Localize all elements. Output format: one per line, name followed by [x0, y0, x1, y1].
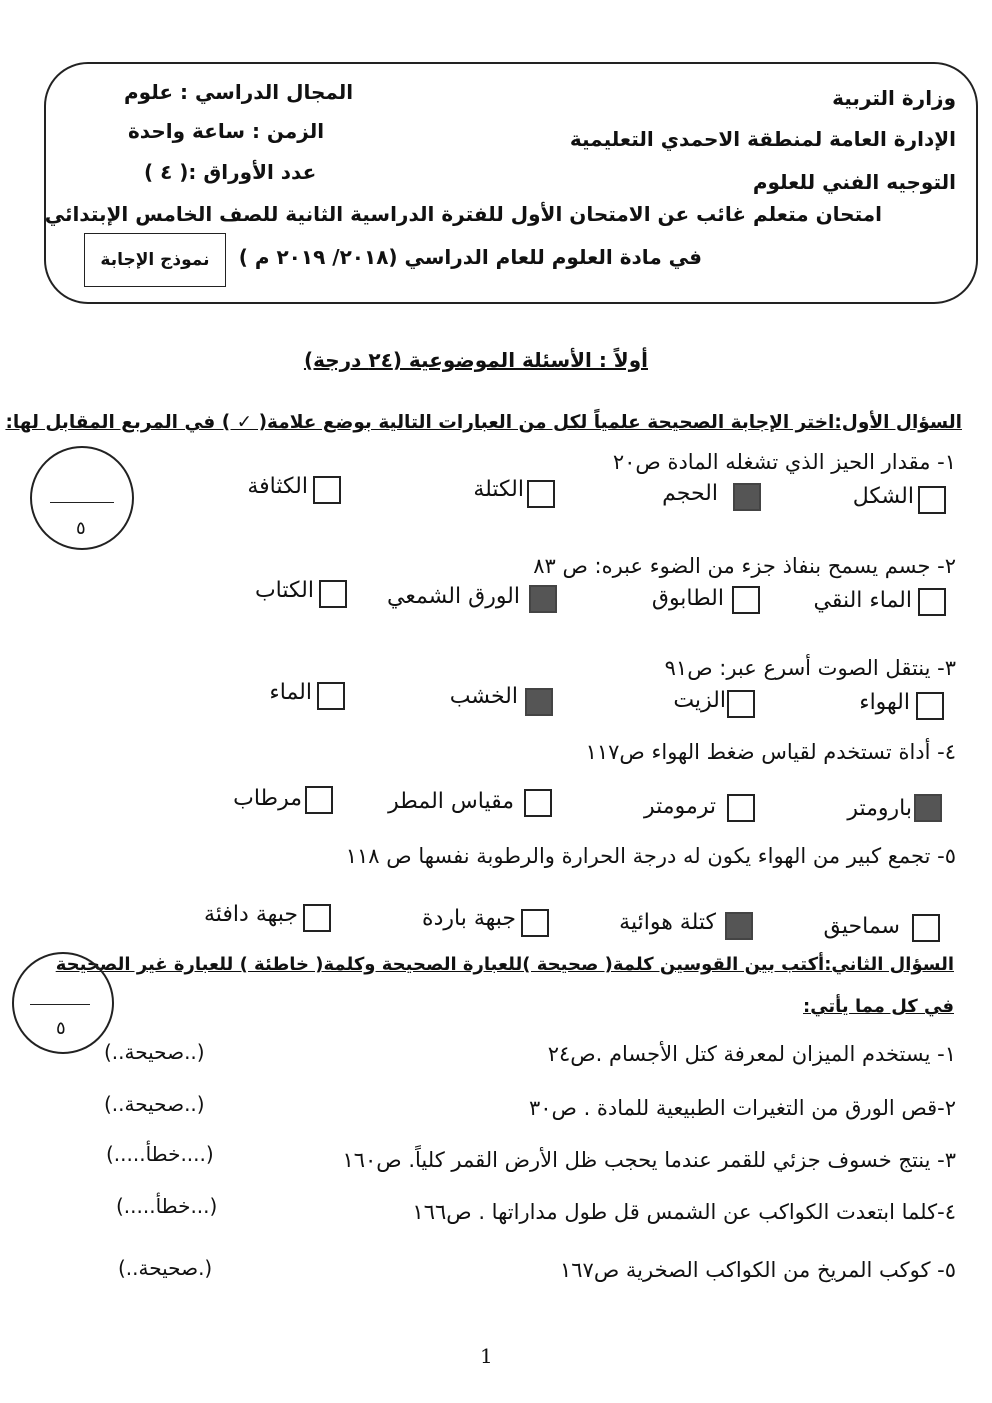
q1-item3-option1-label: الهواء: [859, 690, 910, 715]
question2-heading: السؤال الثاني:أكتب بين القوسين كلمة( صحيحة )للعبارة الصحيحة وكلمة( خاطئة ) للعبارة غير الصحيحة: [55, 954, 954, 975]
q1-item3-option2-label: الزيت: [673, 688, 726, 713]
question2-score: ٥: [56, 1018, 66, 1039]
q1-item3-option4-checkbox[interactable]: [317, 682, 345, 710]
q1-item2-text: ٢- جسم يسمح بنفاذ جزء من الضوء عبره: ص ٨٣: [533, 554, 956, 578]
section-title: أولاً : الأسئلة الموضوعية (٢٤ درجة): [303, 348, 648, 372]
q1-item1-option2-label: الحجم: [662, 481, 718, 506]
q2-item3-answer: (....خطأ.....): [106, 1142, 214, 1166]
pages-label: عدد الأوراق :( ٤ ): [144, 160, 317, 184]
q1-item5-option4-label: جبهة دافئة: [203, 902, 298, 927]
question1-heading: السؤال الأول:اختر الإجابة الصحيحة علمياً لكل من العبارات التالية بوضع علامة( ✓ ) في المربع المقابل لها:: [5, 412, 962, 433]
q1-item3-option2-checkbox[interactable]: [727, 690, 755, 718]
q1-item3-option4-label: الماء: [269, 680, 312, 705]
exam-title: امتحان متعلم غائب عن الامتحان الأول للفترة الدراسية الثانية للصف الخامس الإبتدائي: [44, 202, 882, 226]
q1-item5-option2-label: كتلة هوائية: [619, 910, 716, 935]
q1-item3-option3-label: الخشب: [449, 684, 518, 709]
q1-item2-option2-checkbox[interactable]: [732, 586, 760, 614]
q1-item3-option3-checkbox[interactable]: [525, 688, 553, 716]
q1-item1-option4-label: الكثافة: [247, 474, 308, 499]
q1-item3-option1-checkbox[interactable]: [916, 692, 944, 720]
q1-item1-option3-checkbox[interactable]: [527, 480, 555, 508]
q1-item4-option2-checkbox[interactable]: [727, 794, 755, 822]
q2-item4-text: ٤-كلما ابتعدت الكواكب عن الشمس قل طول مداراتها . ص١٦٦: [412, 1200, 956, 1224]
answer-model-label: نموذج الإجابة: [100, 250, 210, 270]
q1-item4-text: ٤- أداة تستخدم لقياس ضغط الهواء ص١١٧: [585, 740, 956, 764]
answer-model-box: [84, 233, 226, 287]
q1-item5-option3-checkbox[interactable]: [521, 909, 549, 937]
q1-item4-option1-label: بارومتر: [847, 796, 912, 821]
q1-item5-option1-label: سماحيق: [823, 914, 900, 939]
question1-score-line: [50, 502, 114, 503]
q2-item2-answer: (..صحيحة..): [104, 1092, 205, 1116]
q1-item4-option3-label: مقياس المطر: [388, 789, 514, 814]
q1-item2-option2-label: الطابوق: [651, 586, 724, 611]
q1-item3-text: ٣- ينتقل الصوت أسرع عبر: ص٩١: [664, 656, 956, 680]
q2-item5-answer: (.صحيحة..): [118, 1256, 213, 1280]
q1-item4-option1-checkbox[interactable]: [914, 794, 942, 822]
q1-item1-option3-label: الكتلة: [473, 477, 524, 502]
q1-item2-option1-checkbox[interactable]: [918, 588, 946, 616]
q1-item4-option4-checkbox[interactable]: [305, 786, 333, 814]
question1-score: ٥: [76, 518, 86, 539]
q2-item5-text: ٥- كوكب المريخ من الكواكب الصخرية ص١٦٧: [559, 1258, 956, 1282]
field-label: المجال الدراسي : علوم: [124, 80, 354, 104]
q1-item4-option4-label: مرطاب: [233, 786, 302, 811]
q1-item5-option1-checkbox[interactable]: [912, 914, 940, 942]
q1-item1-option1-label: الشكل: [852, 484, 914, 509]
q1-item1-option1-checkbox[interactable]: [918, 486, 946, 514]
q1-item4-option2-label: ترمومتر: [644, 794, 716, 819]
q2-item4-answer: (...خطأ.....): [116, 1194, 218, 1218]
question2-score-line: [30, 1004, 90, 1005]
question2-heading-continued: في كل مما يأتي:: [803, 996, 954, 1017]
q1-item2-option4-label: الكتاب: [254, 578, 314, 603]
q2-item1-text: ١- يستخدم الميزان لمعرفة كتل الأجسام .ص٢٤: [547, 1042, 956, 1066]
q1-item5-option3-label: جبهة باردة: [422, 906, 516, 931]
q2-item1-answer: (..صحيحة..): [104, 1040, 205, 1064]
directorate-name: الإدارة العامة لمنطقة الاحمدي التعليمية: [569, 127, 956, 151]
q1-item2-option3-checkbox[interactable]: [529, 585, 557, 613]
q1-item1-option2-checkbox[interactable]: [733, 483, 761, 511]
ministry-name: وزارة التربية: [832, 86, 956, 110]
q1-item4-option3-checkbox[interactable]: [524, 789, 552, 817]
q2-item3-text: ٣- ينتج خسوف جزئي للقمر عندما يحجب ظل الأرض القمر كلياً. ص١٦٠: [342, 1148, 956, 1172]
q1-item2-option3-label: الورق الشمعي: [387, 584, 520, 609]
q1-item5-option2-checkbox[interactable]: [725, 912, 753, 940]
time-label: الزمن : ساعة واحدة: [128, 119, 325, 143]
q1-item2-option4-checkbox[interactable]: [319, 580, 347, 608]
q2-item2-text: ٢-قص الورق من التغيرات الطبيعية للمادة . ص٣٠: [528, 1096, 956, 1120]
exam-subtitle: في مادة العلوم للعام الدراسي (٢٠١٨/ ٢٠١٩ م ): [238, 245, 702, 269]
q1-item5-option4-checkbox[interactable]: [303, 904, 331, 932]
q1-item1-option4-checkbox[interactable]: [313, 476, 341, 504]
supervision-name: التوجيه الفني للعلوم: [752, 170, 956, 194]
q1-item1-text: ١- مقدار الحيز الذي تشغله المادة ص٢٠: [612, 450, 956, 474]
q1-item5-text: ٥- تجمع كبير من الهواء يكون له درجة الحرارة والرطوبة نفسها ص ١١٨: [345, 844, 956, 868]
q1-item2-option1-label: الماء النقي: [813, 588, 912, 613]
page-number: 1: [480, 1344, 493, 1368]
